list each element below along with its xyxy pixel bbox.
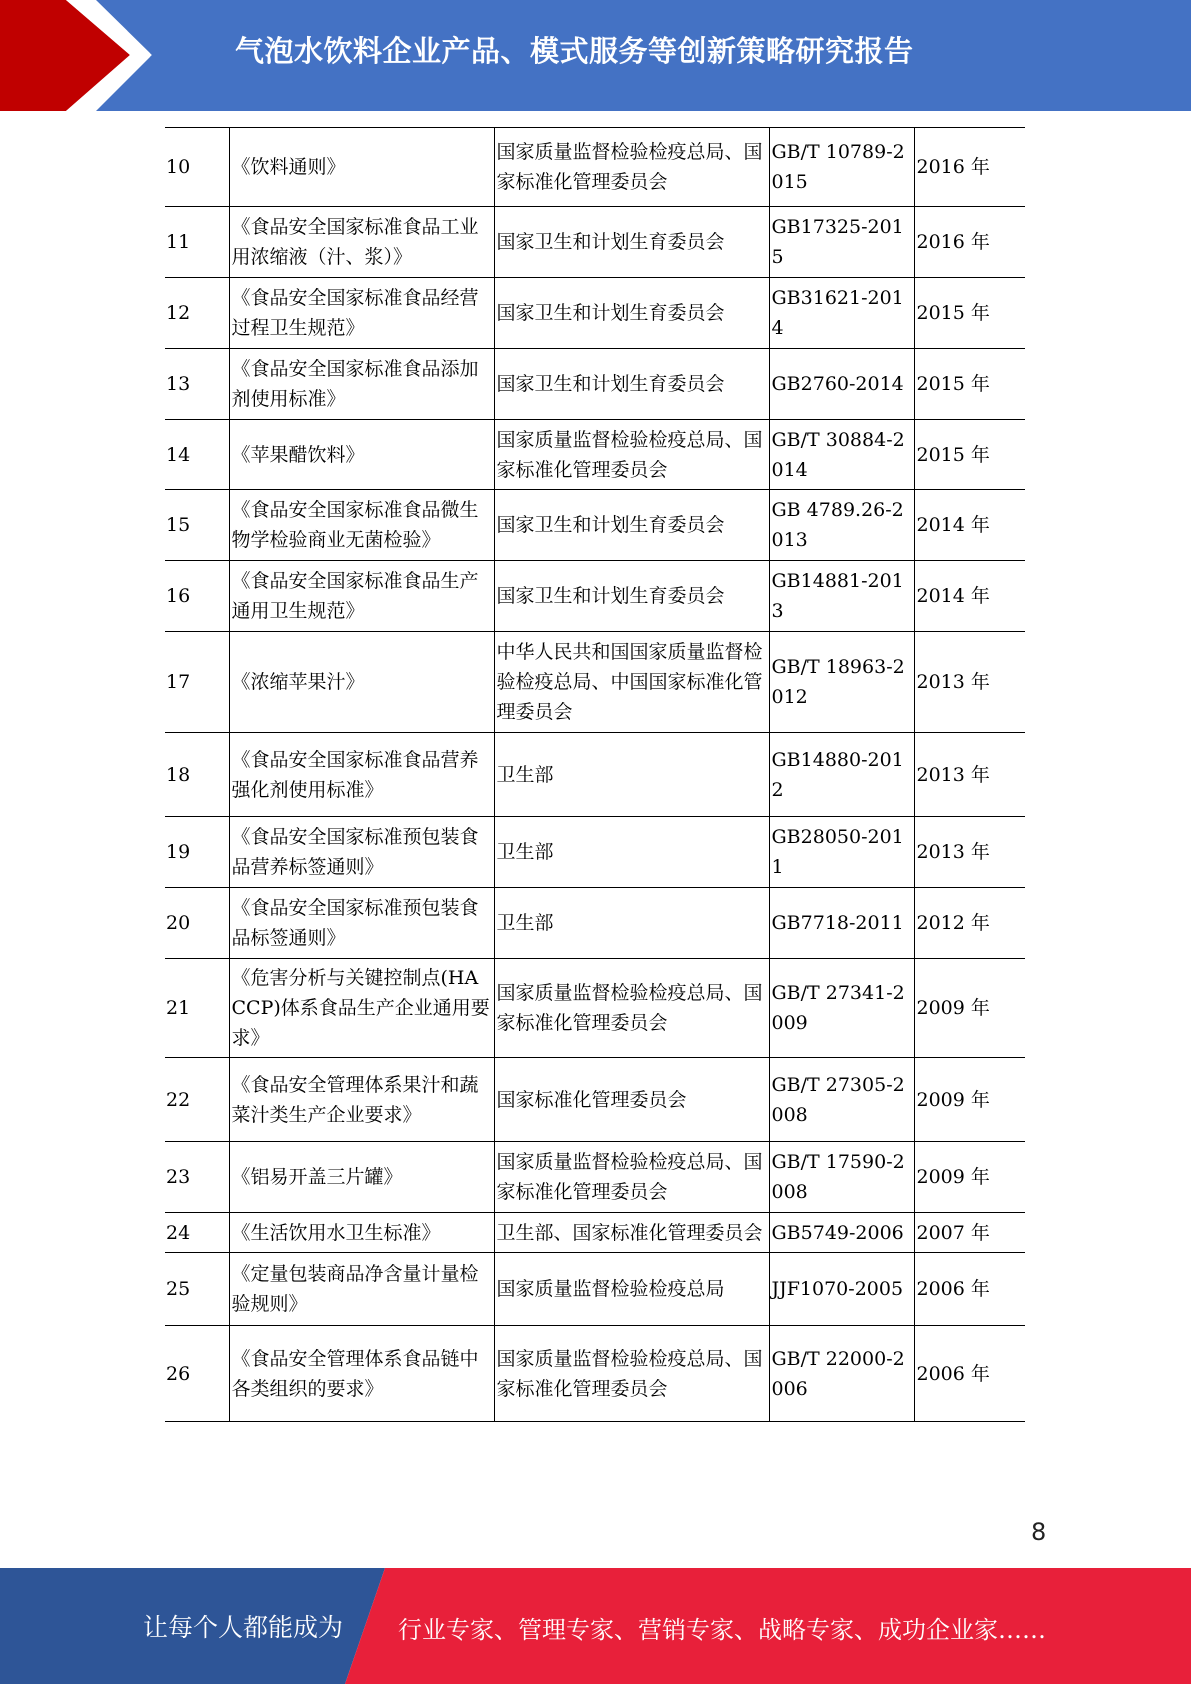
issuing-authority	[494, 1213, 769, 1253]
standard-name: 《食品安全国家标准食品添加剂使用标准》	[229, 349, 494, 420]
footer-slogan-left: 让每个人都能成为	[143, 1613, 344, 1642]
row-number: 21	[165, 959, 229, 1058]
implementation-year: 2015 年	[914, 349, 1025, 420]
standard-name: 《危害分析与关键控制点(HACCP)体系食品生产企业通用要求》	[229, 959, 494, 1058]
implementation-year: 2006 年	[914, 1253, 1025, 1326]
standard-name: 《食品安全国家标准预包装食品营养标签通则》	[229, 817, 494, 888]
issuing-authority: 国家质量监督检验检疫总局、国家标准化管理委员会	[494, 128, 769, 207]
issuing-authority: 国家质量监督检验检疫总局、国家标准化管理委员会	[494, 1142, 769, 1213]
issuing-authority: 卫生部	[494, 817, 769, 888]
implementation-year: 2009 年	[914, 1142, 1025, 1213]
standard-name: 《食品安全管理体系果汁和蔬菜汁类生产企业要求》	[229, 1058, 494, 1142]
table-row	[165, 349, 1025, 420]
table-row	[165, 420, 1025, 490]
implementation-year: 2007 年	[914, 1213, 1025, 1253]
table-row	[165, 278, 1025, 349]
standard-code: JJF1070-2005	[769, 1253, 914, 1326]
implementation-year: 2015 年	[914, 278, 1025, 349]
issuing-authority: 国家卫生和计划生育委员会	[494, 207, 769, 278]
row-number: 18	[165, 733, 229, 817]
standard-code: GB/T 30884-2014	[769, 420, 914, 490]
issuing-authority: 国家卫生和计划生育委员会	[494, 278, 769, 349]
row-number: 20	[165, 888, 229, 959]
table-row	[165, 128, 1025, 207]
implementation-year: 2009 年	[914, 959, 1025, 1058]
table-row	[165, 207, 1025, 278]
standard-name: 《浓缩苹果汁》	[229, 632, 494, 733]
standard-name: 《食品安全国家标准预包装食品标签通则》	[229, 888, 494, 959]
issuing-authority: 国家质量监督检验检疫总局	[494, 1253, 769, 1326]
issuing-authority: 国家卫生和计划生育委员会	[494, 349, 769, 420]
issuing-authority: 国家质量监督检验检疫总局、国家标准化管理委员会	[494, 420, 769, 490]
standard-name: 《定量包装商品净含量计量检验规则》	[229, 1253, 494, 1326]
standard-code: GB 4789.26-2013	[769, 490, 914, 561]
table-row	[165, 1253, 1025, 1326]
implementation-year: 2013 年	[914, 817, 1025, 888]
standard-code: GB/T 18963-2012	[769, 632, 914, 733]
issuing-authority: 卫生部	[494, 733, 769, 817]
issuing-authority: 国家卫生和计划生育委员会	[494, 561, 769, 632]
row-number: 13	[165, 349, 229, 420]
row-number: 16	[165, 561, 229, 632]
table-row	[165, 561, 1025, 632]
table-row	[165, 733, 1025, 817]
implementation-year: 2014 年	[914, 561, 1025, 632]
row-number: 11	[165, 207, 229, 278]
issuing-authority: 国家质量监督检验检疫总局、国家标准化管理委员会	[494, 959, 769, 1058]
table-row	[165, 632, 1025, 733]
footer-banner	[0, 1568, 1191, 1684]
implementation-year: 2015 年	[914, 420, 1025, 490]
table-row	[165, 1213, 1025, 1253]
standard-name: 《苹果醋饮料》	[229, 420, 494, 490]
header-banner	[0, 0, 1191, 111]
row-number: 19	[165, 817, 229, 888]
row-number: 24	[165, 1213, 229, 1253]
standard-code: GB/T 10789-2015	[769, 128, 914, 207]
standard-code: GB/T 27305-2008	[769, 1058, 914, 1142]
standard-code: GB/T 17590-2008	[769, 1142, 914, 1213]
row-number: 14	[165, 420, 229, 490]
issuing-authority: 国家标准化管理委员会	[494, 1058, 769, 1142]
standard-code: GB28050-2011	[769, 817, 914, 888]
footer-slogan-right: 行业专家、管理专家、营销专家、战略专家、成功企业家……	[398, 1616, 1046, 1644]
issuing-authority: 国家质量监督检验检疫总局、国家标准化管理委员会	[494, 1326, 769, 1422]
issuing-authority: 卫生部	[494, 888, 769, 959]
table-row	[165, 1058, 1025, 1142]
standard-name: 《食品安全国家标准食品微生物学检验商业无菌检验》	[229, 490, 494, 561]
table-row	[165, 490, 1025, 561]
row-number: 15	[165, 490, 229, 561]
issuer-text: 卫生部、国家标准化管理委员会	[496, 1221, 763, 1244]
row-number: 17	[165, 632, 229, 733]
standard-name: 《铝易开盖三片罐》	[229, 1142, 494, 1213]
row-number: 12	[165, 278, 229, 349]
standard-code: GB/T 27341-2009	[769, 959, 914, 1058]
table-row	[165, 1142, 1025, 1213]
standard-name: 《食品安全国家标准食品经营过程卫生规范》	[229, 278, 494, 349]
row-number: 26	[165, 1326, 229, 1422]
standard-code: GB2760-2014	[769, 349, 914, 420]
implementation-year: 2014 年	[914, 490, 1025, 561]
implementation-year: 2009 年	[914, 1058, 1025, 1142]
table-row	[165, 888, 1025, 959]
table-row	[165, 817, 1025, 888]
report-title: 气泡水饮料企业产品、模式服务等创新策略研究报告	[235, 34, 914, 68]
standard-name: 《食品安全国家标准食品营养强化剂使用标准》	[229, 733, 494, 817]
implementation-year: 2016 年	[914, 128, 1025, 207]
standard-name: 《食品安全管理体系食品链中各类组织的要求》	[229, 1326, 494, 1422]
standard-name: 《生活饮用水卫生标准》	[229, 1213, 494, 1253]
issuing-authority: 中华人民共和国国家质量监督检验检疫总局、中国国家标准化管理委员会	[494, 632, 769, 733]
standard-name: 《食品安全国家标准食品生产通用卫生规范》	[229, 561, 494, 632]
row-number: 10	[165, 128, 229, 207]
implementation-year: 2013 年	[914, 632, 1025, 733]
implementation-year: 2012 年	[914, 888, 1025, 959]
standard-code: GB/T 22000-2006	[769, 1326, 914, 1422]
implementation-year: 2016 年	[914, 207, 1025, 278]
standard-name: 《食品安全国家标准食品工业用浓缩液（汁、浆）》	[229, 207, 494, 278]
page-number: 8	[1031, 1518, 1047, 1546]
row-number: 25	[165, 1253, 229, 1326]
implementation-year: 2006 年	[914, 1326, 1025, 1422]
row-number: 23	[165, 1142, 229, 1213]
row-number: 22	[165, 1058, 229, 1142]
issuing-authority: 国家卫生和计划生育委员会	[494, 490, 769, 561]
standard-name: 《饮料通则》	[229, 128, 494, 207]
standard-code: GB31621-2014	[769, 278, 914, 349]
standards-table	[165, 127, 1025, 1422]
table-row	[165, 1326, 1025, 1422]
standard-code: GB14881-2013	[769, 561, 914, 632]
standard-code: GB7718-2011	[769, 888, 914, 959]
standard-code: GB14880-2012	[769, 733, 914, 817]
table-row	[165, 959, 1025, 1058]
implementation-year: 2013 年	[914, 733, 1025, 817]
standard-code: GB5749-2006	[769, 1213, 914, 1253]
standard-code: GB17325-2015	[769, 207, 914, 278]
